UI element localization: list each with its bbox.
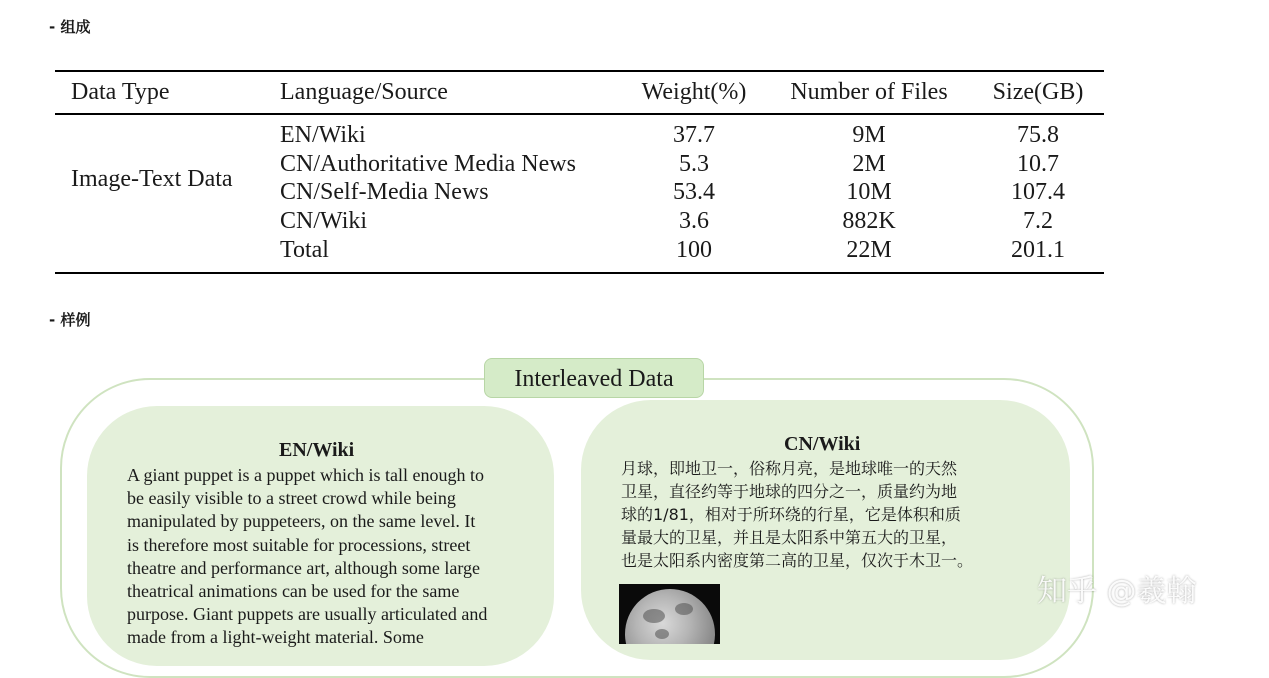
column-header-source: Language/Source [280,79,448,105]
cn-panel-text [621,457,973,572]
text-line: 月球，即地卫一，俗称月亮，是地球唯一的天然 [621,459,958,478]
table-header-rule [55,113,1104,115]
weight-cell: 37.7 [673,122,715,148]
watermark: 知乎 @羲翰 [1037,574,1197,609]
en-panel-text [127,464,487,650]
source-cell: CN/Self-Media News [280,179,489,205]
weight-cell: 53.4 [673,179,715,205]
weight-cell: 3.6 [679,208,709,234]
source-cell: CN/Authoritative Media News [280,151,576,177]
source-cell: EN/Wiki [280,122,366,148]
text-line: 球的1/81，相对于所环绕的行星，它是体积和质 [621,505,961,524]
weight-cell: 100 [676,237,712,263]
column-header-size: Size(GB) [992,79,1084,105]
weight-cell: 5.3 [679,151,709,177]
en-wiki-panel [87,406,554,666]
text-line: theatre and performance art, although some large [127,557,481,578]
text-line: theatrical animations can be used for the same [127,581,460,602]
files-cell: 2M [852,151,886,177]
figure-title: Interleaved Data [484,358,704,398]
files-cell: 9M [852,122,886,148]
text-line: 卫星，直径约等于地球的四分之一，质量约为地 [621,482,958,501]
column-header-files: Number of Files [790,79,948,105]
data-type-cell: Image-Text Data [71,166,233,192]
files-cell: 10M [846,179,892,205]
source-cell: CN/Wiki [280,208,368,234]
files-cell: 882K [842,208,896,234]
column-header-data-type: Data Type [71,79,170,105]
size-cell: 10.7 [1017,151,1059,177]
files-cell: 22M [846,237,892,263]
text-line: is therefore most suitable for processions, street [127,534,471,555]
size-cell: 107.4 [1011,179,1065,205]
table-bottom-rule [55,272,1104,274]
size-cell: 7.2 [1023,208,1053,234]
table-top-rule [55,70,1104,72]
text-line: A giant puppet is a puppet which is tall enough to [127,465,484,485]
data-composition-table [55,70,1104,274]
section-label-composition: - 组成 [49,18,91,36]
text-line: purpose. Giant puppets are usually articulated and [127,604,488,625]
section-label-examples: - 样例 [49,311,91,329]
text-line: made from a light-weight material. Some [127,627,424,648]
text-line: manipulated by puppeteers, on the same level. It [127,511,476,532]
cn-panel-title: CN/Wiki [784,433,861,455]
size-cell: 201.1 [1011,237,1065,263]
text-line: 也是太阳系内密度第二高的卫星，仅次于木卫一。 [621,551,974,570]
column-header-weight: Weight(%) [641,79,747,105]
text-line: be easily visible to a street crowd while being [127,488,456,509]
en-panel-title: EN/Wiki [279,439,355,461]
size-cell: 75.8 [1017,122,1059,148]
moon-image [619,584,720,644]
source-cell: Total [280,237,329,263]
text-line: 量最大的卫星，并且是太阳系中第五大的卫星， [621,528,958,547]
